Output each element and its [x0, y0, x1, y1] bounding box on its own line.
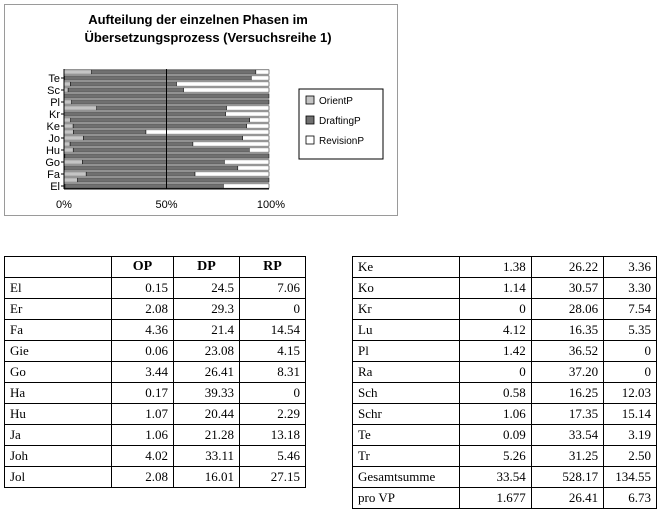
participant-cell: Ja — [5, 425, 112, 446]
bar-segment-revisionp-tr — [256, 70, 269, 74]
x-tick-label: 0% — [56, 199, 72, 211]
phase-table-right — [352, 256, 657, 509]
bar-segment-draftingp-el — [65, 184, 223, 188]
value-cell: 2.08 — [112, 299, 174, 320]
header-cell-rp: RP — [240, 257, 306, 278]
table-row — [5, 320, 306, 341]
participant-cell: Gie — [5, 341, 112, 362]
value-cell: 23.08 — [174, 341, 240, 362]
y-tick-label: Hu — [45, 145, 60, 157]
bar-segment-draftingp-pl — [72, 100, 269, 104]
y-tick-label: El — [50, 181, 60, 193]
legend-swatch-draftingp — [306, 116, 314, 124]
y-tick-label: Jo — [48, 133, 60, 145]
legend-label-revisionp: RevisionP — [319, 136, 365, 147]
bar-segment-revisionp-joh — [243, 136, 269, 140]
value-cell: 16.01 — [174, 467, 240, 488]
value-cell: 2.08 — [112, 467, 174, 488]
bar-segment-revisionp-ke — [247, 124, 269, 128]
table-row — [353, 320, 657, 341]
value-cell: 0 — [240, 299, 306, 320]
participant-cell: Gesamtsumme — [353, 467, 460, 488]
bar-segment-revisionp-lu — [227, 106, 269, 110]
value-cell: 1.38 — [459, 257, 531, 278]
table-row — [353, 488, 657, 509]
bar-segment-orientp-ko — [64, 118, 71, 122]
bar-segment-orientp-joh — [64, 136, 83, 140]
bar-segment-orientp-er — [64, 178, 78, 182]
y-tick-label: Pl — [50, 97, 60, 109]
header-cell-dp: DP — [174, 257, 240, 278]
value-cell: 4.12 — [459, 320, 531, 341]
value-cell: 14.54 — [240, 320, 306, 341]
y-tick-label: Go — [45, 157, 60, 169]
header-cell-name — [5, 257, 112, 278]
value-cell: 0.58 — [459, 383, 531, 404]
y-tick-label: Ke — [46, 121, 60, 133]
value-cell: 1.14 — [459, 278, 531, 299]
bar-segment-orientp-go — [64, 160, 82, 164]
x-tick-label: 100% — [256, 199, 286, 211]
value-cell: 13.18 — [240, 425, 306, 446]
value-cell: 16.35 — [531, 320, 603, 341]
bar-segment-orientp-pl — [64, 100, 72, 104]
value-cell: 29.3 — [174, 299, 240, 320]
table-row — [5, 467, 306, 488]
value-cell: 21.28 — [174, 425, 240, 446]
value-cell: 4.02 — [112, 446, 174, 467]
value-cell: 528.17 — [531, 467, 603, 488]
participant-cell: pro VP — [353, 488, 460, 509]
bar-segment-revisionp-kr — [226, 112, 269, 116]
value-cell: 26.41 — [531, 488, 603, 509]
bar-segment-orientp-sc — [64, 88, 68, 92]
participant-cell: Lu — [353, 320, 460, 341]
table-row — [5, 404, 306, 425]
bar-segment-draftingp-schr — [70, 82, 176, 86]
value-cell: 26.41 — [174, 362, 240, 383]
bar-segment-draftingp-ja — [70, 142, 193, 146]
value-cell: 134.55 — [604, 467, 657, 488]
value-cell: 28.06 — [531, 299, 603, 320]
table-row — [353, 446, 657, 467]
table-row — [353, 278, 657, 299]
value-cell: 0 — [604, 341, 657, 362]
legend-label-draftingp: DraftingP — [319, 116, 361, 127]
table-row — [5, 383, 306, 404]
stacked-bar-chart — [5, 5, 397, 215]
bar-segment-draftingp-gie — [64, 166, 237, 170]
bar-segment-revisionp-hu — [249, 148, 269, 152]
value-cell: 0.15 — [112, 278, 174, 299]
bar-segment-draftingp-jol — [73, 130, 146, 134]
participant-cell: Tr — [353, 446, 460, 467]
bar-segment-orientp-ja — [64, 142, 70, 146]
bar-segment-revisionp-fa — [195, 172, 269, 176]
value-cell: 3.44 — [112, 362, 174, 383]
bar-segment-orientp-tr — [64, 70, 92, 74]
value-cell: 0.09 — [459, 425, 531, 446]
table-row — [5, 446, 306, 467]
value-cell: 6.73 — [604, 488, 657, 509]
value-cell: 4.36 — [112, 320, 174, 341]
value-cell: 2.29 — [240, 404, 306, 425]
chart-title-line-2: Übersetzungsprozess (Versuchsreihe 1) — [84, 30, 332, 45]
bar-segment-draftingp-go — [82, 160, 224, 164]
value-cell: 3.30 — [604, 278, 657, 299]
value-cell: 12.03 — [604, 383, 657, 404]
table-header-row — [5, 257, 306, 278]
value-cell: 1.06 — [112, 425, 174, 446]
table-row — [353, 425, 657, 446]
y-tick-label: Kr — [49, 109, 60, 121]
value-cell: 1.06 — [459, 404, 531, 425]
value-cell: 3.36 — [604, 257, 657, 278]
participant-cell: Joh — [5, 446, 112, 467]
value-cell: 7.54 — [604, 299, 657, 320]
value-cell: 33.54 — [459, 467, 531, 488]
participant-cell: Go — [5, 362, 112, 383]
value-cell: 33.54 — [531, 425, 603, 446]
value-cell: 24.5 — [174, 278, 240, 299]
value-cell: 20.44 — [174, 404, 240, 425]
header-cell-op: OP — [112, 257, 174, 278]
value-cell: 33.11 — [174, 446, 240, 467]
chart-legend — [299, 89, 383, 159]
participant-cell: Te — [353, 425, 460, 446]
chart-title-line-1: Aufteilung der einzelnen Phasen im — [88, 12, 308, 27]
value-cell: 30.57 — [531, 278, 603, 299]
table-row — [353, 299, 657, 320]
value-cell: 1.677 — [459, 488, 531, 509]
table-row — [353, 341, 657, 362]
x-tick-label: 50% — [155, 199, 178, 211]
bar-segment-orientp-lu — [64, 106, 97, 110]
value-cell: 4.15 — [240, 341, 306, 362]
value-cell: 8.31 — [240, 362, 306, 383]
value-cell: 5.46 — [240, 446, 306, 467]
participant-cell: Sch — [353, 383, 460, 404]
bar-segment-orientp-schr — [64, 82, 70, 86]
table-row — [353, 404, 657, 425]
value-cell: 0 — [459, 299, 531, 320]
bar-segment-revisionp-el — [223, 184, 269, 188]
phase-table-left — [4, 256, 306, 488]
value-cell: 37.20 — [531, 362, 603, 383]
bar-segment-draftingp-er — [78, 178, 269, 182]
value-cell: 3.19 — [604, 425, 657, 446]
value-cell: 16.25 — [531, 383, 603, 404]
value-cell: 36.52 — [531, 341, 603, 362]
value-cell: 1.42 — [459, 341, 531, 362]
participant-cell: Ha — [5, 383, 112, 404]
bar-segment-draftingp-fa — [86, 172, 195, 176]
bar-segment-draftingp-tr — [92, 70, 256, 74]
value-cell: 1.07 — [112, 404, 174, 425]
value-cell: 2.50 — [604, 446, 657, 467]
legend-label-orientp: OrientP — [319, 96, 353, 107]
y-tick-label: Te — [48, 73, 60, 85]
value-cell: 7.06 — [240, 278, 306, 299]
value-cell: 39.33 — [174, 383, 240, 404]
participant-cell: El — [5, 278, 112, 299]
value-cell: 17.35 — [531, 404, 603, 425]
y-tick-label: Fa — [47, 169, 60, 181]
bar-segment-revisionp-te — [251, 76, 269, 80]
bar-segment-orientp-fa — [64, 172, 86, 176]
bar-segment-revisionp-ko — [250, 118, 269, 122]
bar-segment-revisionp-ja — [193, 142, 269, 146]
bar-segment-revisionp-schr — [176, 82, 269, 86]
table-row — [5, 299, 306, 320]
y-tick-label: Sc — [47, 85, 60, 97]
table-row — [5, 362, 306, 383]
plot-area — [45, 69, 285, 211]
participant-cell: Hu — [5, 404, 112, 425]
participant-cell: Fa — [5, 320, 112, 341]
value-cell: 27.15 — [240, 467, 306, 488]
participant-cell: Schr — [353, 404, 460, 425]
table-row — [5, 278, 306, 299]
bar-segment-draftingp-lu — [97, 106, 227, 110]
table-row — [353, 467, 657, 488]
value-cell: 21.4 — [174, 320, 240, 341]
participant-cell: Kr — [353, 299, 460, 320]
bar-segment-revisionp-gie — [238, 166, 269, 170]
value-cell: 0.06 — [112, 341, 174, 362]
bar-segment-revisionp-go — [224, 160, 269, 164]
table-row — [5, 425, 306, 446]
bar-segment-draftingp-joh — [83, 136, 242, 140]
participant-cell: Ko — [353, 278, 460, 299]
bar-segment-orientp-ke — [64, 124, 73, 128]
participant-cell: Ra — [353, 362, 460, 383]
table-row — [353, 383, 657, 404]
value-cell: 5.35 — [604, 320, 657, 341]
participant-cell: Ke — [353, 257, 460, 278]
table-row — [353, 257, 657, 278]
value-cell: 26.22 — [531, 257, 603, 278]
chart-panel — [4, 4, 398, 216]
table-row — [5, 341, 306, 362]
value-cell: 15.14 — [604, 404, 657, 425]
bar-segment-draftingp-ko — [71, 118, 250, 122]
value-cell: 0 — [459, 362, 531, 383]
bar-segment-revisionp-sc — [184, 88, 269, 92]
bar-segment-draftingp-ke — [73, 124, 247, 128]
legend-swatch-orientp — [306, 96, 314, 104]
participant-cell: Er — [5, 299, 112, 320]
table-row — [353, 362, 657, 383]
value-cell: 0 — [604, 362, 657, 383]
value-cell: 31.25 — [531, 446, 603, 467]
bar-segment-orientp-hu — [64, 148, 73, 152]
bar-segment-draftingp-kr — [64, 112, 226, 116]
value-cell: 0.17 — [112, 383, 174, 404]
bar-segment-draftingp-te — [65, 76, 252, 80]
bar-segment-revisionp-jol — [146, 130, 269, 134]
value-cell: 0 — [240, 383, 306, 404]
bar-segment-orientp-jol — [64, 130, 73, 134]
participant-cell: Pl — [353, 341, 460, 362]
value-cell: 5.26 — [459, 446, 531, 467]
bar-segment-draftingp-hu — [73, 148, 249, 152]
legend-swatch-revisionp — [306, 136, 314, 144]
participant-cell: Jol — [5, 467, 112, 488]
